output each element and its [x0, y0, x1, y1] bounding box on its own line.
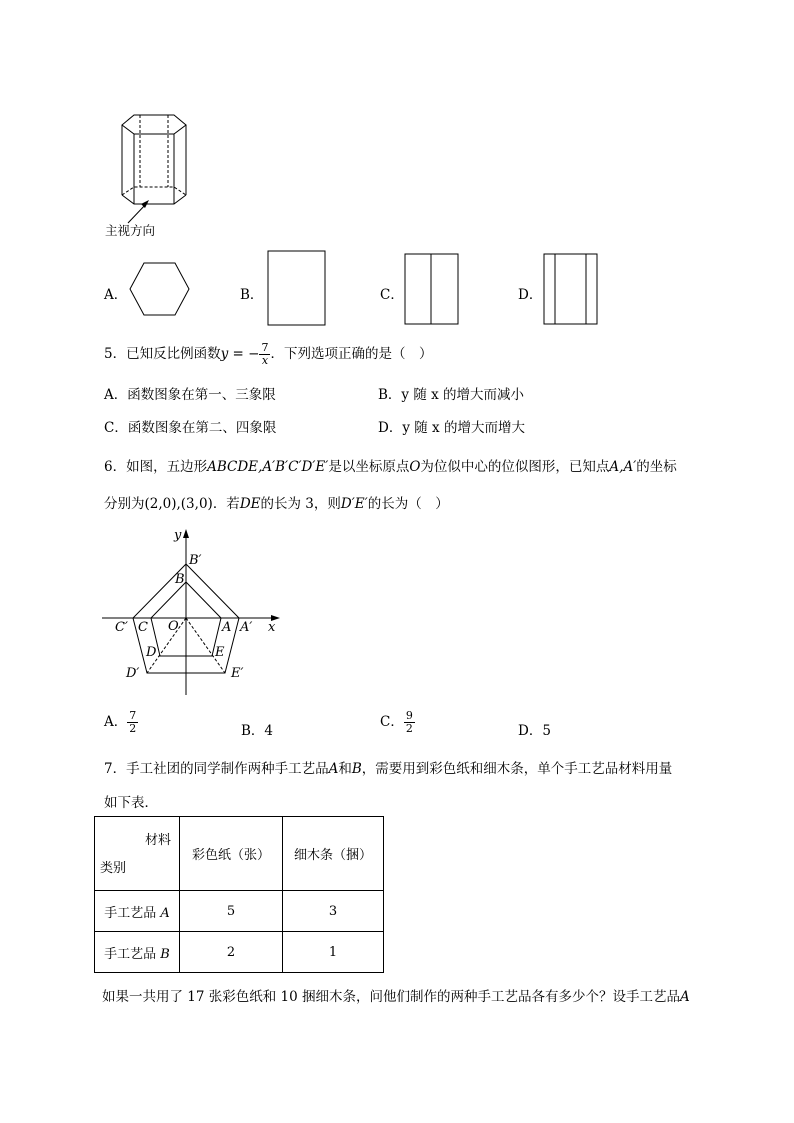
point-a-label: A: [222, 620, 232, 635]
x-axis-label: x: [268, 620, 276, 635]
row-wood-value: 3: [283, 891, 384, 932]
point-b-prime-label: B′: [189, 553, 202, 568]
table-row: [95, 891, 384, 932]
row-label: 手工艺品 B: [95, 932, 180, 973]
q6-option-b: B．4: [241, 723, 274, 739]
hexagon-option-shape: [129, 262, 191, 316]
hexagonal-prism-figure: [100, 105, 210, 240]
q5-stem: 5．已知反比例函数y = − $\frac{7}{x}$ ．下列选项正确的是（ ）: [104, 341, 433, 367]
rectangle-one-line-option-shape: [404, 253, 460, 325]
header-wood-strip: 细木条（捆）: [283, 817, 384, 891]
header-material: 材料: [144, 833, 171, 848]
q5-option-d: D．y 随 x 的增大而增大: [378, 420, 525, 436]
q6-option-a: A． $\frac{7}{2}$: [104, 709, 137, 735]
point-e-label: E: [215, 645, 225, 660]
homothety-pentagon-figure: [100, 525, 290, 700]
point-o-label: O: [168, 619, 179, 634]
point-b-label: B: [175, 572, 185, 587]
row-paper-value: 5: [180, 891, 283, 932]
q6-option-d: D．5: [518, 723, 551, 739]
point-e-prime-label: E′: [231, 666, 244, 681]
q7-question-line: 如果一共用了 17 张彩色纸和 10 捆细木条，问他们制作的两种手工艺品各有多少个？设手工艺品A: [102, 989, 690, 1005]
rectangle-option-shape: [267, 250, 327, 327]
row-label: 手工艺品 A: [95, 891, 180, 932]
q6-stem-line1: 6．如图，五边形ABCDE,A′B′C′D′E′是以坐标原点O为位似中心的位似图形，已知点A,A′的坐标: [104, 459, 677, 475]
y-axis-label: y: [174, 528, 182, 543]
q6-option-c: C． $\frac{9}{2}$: [380, 709, 413, 735]
header-category: 类别: [100, 861, 127, 876]
materials-table: [94, 816, 384, 973]
q4-option-d-label: D．: [518, 287, 543, 303]
q7-stem-line1: 7．手工社团的同学制作两种手工艺品A和B，需要用到彩色纸和细木条，单个手工艺品材料用量: [104, 761, 673, 777]
q7-stem-line2: 如下表．: [104, 795, 158, 811]
q5-option-a: A．函数图象在第一、三象限: [104, 387, 276, 403]
q4-option-c-label: C．: [380, 287, 404, 303]
q5-option-c: C．函数图象在第二、四象限: [104, 420, 277, 436]
point-d-label: D: [146, 645, 157, 660]
view-direction-label: 主视方向: [105, 223, 156, 238]
row-paper-value: 2: [180, 932, 283, 973]
q4-option-a-label: A．: [104, 287, 128, 303]
point-c-prime-label: C′: [115, 620, 128, 635]
point-d-prime-label: D′: [126, 666, 140, 681]
header-colored-paper: 彩色纸（张）: [180, 817, 283, 891]
point-a-prime-label: A′: [240, 620, 253, 635]
q5-option-b: B．y 随 x 的增大而减小: [378, 387, 525, 403]
q6-stem-line2: 分别为(2,0),(3,0)．若DE的长为 3，则D′E′的长为（ ）: [104, 496, 449, 512]
row-wood-value: 1: [283, 932, 384, 973]
table-diagonal-header: [95, 817, 180, 891]
table-row: [95, 932, 384, 973]
q5-fraction: $\frac{7}{x}$: [261, 341, 269, 367]
rectangle-two-lines-option-shape: [543, 253, 599, 325]
q4-option-b-label: B．: [240, 287, 264, 303]
point-c-label: C: [138, 620, 148, 635]
